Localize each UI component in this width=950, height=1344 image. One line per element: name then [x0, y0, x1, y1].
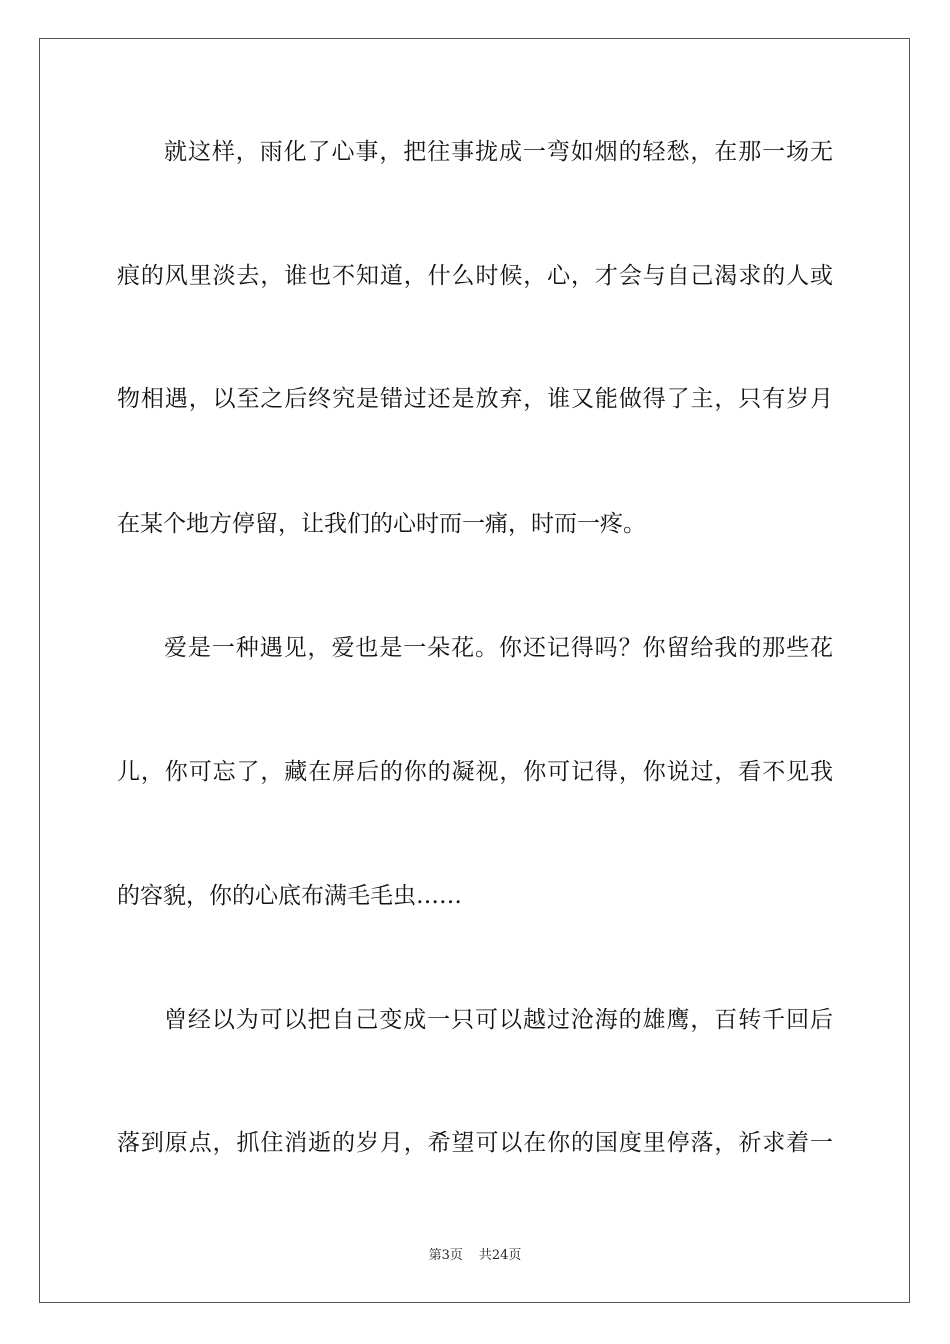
text-line: 曾经以为可以把自己变成一只可以越过沧海的雄鹰，百转千回后	[164, 1007, 833, 1033]
text-line: 的容貌，你的心底布满毛毛虫……	[117, 883, 462, 909]
text-line: 就这样，雨化了心事，把往事拢成一弯如烟的轻愁，在那一场无	[164, 139, 833, 165]
text-line: 痕的风里淡去，谁也不知道，什么时候，心，才会与自己渴求的人或	[117, 263, 833, 289]
text-line: 物相遇，以至之后终究是错过还是放弃，谁又能做得了主，只有岁月	[117, 386, 833, 412]
text-line: 儿，你可忘了，藏在屏后的你的凝视，你可记得，你说过，看不见我	[117, 759, 833, 785]
text-line: 爱是一种遇见，爱也是一朵花。你还记得吗？你留给我的那些花	[164, 635, 833, 661]
page-number: 第3页	[428, 1248, 463, 1263]
text-line: 落到原点，抓住消逝的岁月，希望可以在你的国度里停落，祈求着一	[117, 1130, 833, 1156]
text-line: 在某个地方停留，让我们的心时而一痛，时而一疼。	[117, 511, 646, 537]
page-frame	[39, 38, 910, 1303]
page-footer	[0, 1247, 950, 1265]
total-pages: 共24页	[478, 1248, 522, 1263]
